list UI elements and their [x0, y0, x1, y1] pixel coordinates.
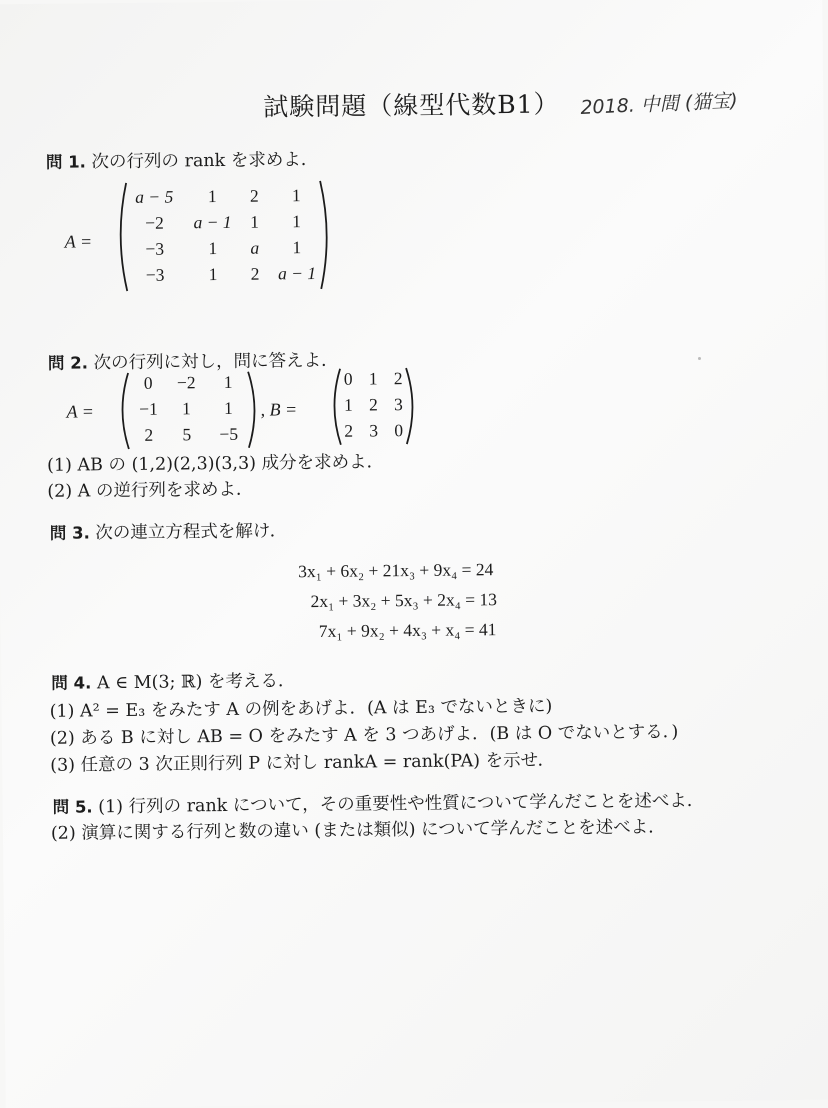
- matrix-entry: a: [250, 237, 260, 258]
- matrix-entry: 1: [343, 394, 353, 415]
- matrix-entry: 1: [292, 237, 302, 258]
- q2-matrix-b-label: , B =: [260, 399, 298, 420]
- matrix-entry: a − 5: [135, 186, 174, 207]
- matrix-entry: 1: [208, 238, 218, 259]
- matrix-entry: −3: [145, 238, 165, 259]
- matrix-entry: 0: [143, 372, 153, 393]
- matrix-entry: 1: [224, 397, 233, 418]
- equation-1: 3x₁ + 6x₂ + 21x₃ + 9x₄ = 24: [298, 559, 494, 582]
- q2-matrix-b: [326, 366, 421, 447]
- matrix-entry: 1: [223, 371, 233, 392]
- q1-matrix-label: A =: [64, 231, 93, 252]
- question-1-label: 問 1.: [45, 152, 86, 172]
- question-2-label: 問 2.: [47, 353, 89, 373]
- matrix-entry: 3: [369, 420, 379, 441]
- matrix-entry: 2: [393, 368, 403, 389]
- matrix-entry: 1: [207, 186, 217, 207]
- matrix-entry: 1: [182, 398, 191, 419]
- question-5-sub-1: (1) 行列の rank について，その重要性や性質について学んだことを述べよ．: [98, 790, 705, 818]
- matrix-entry: −2: [176, 372, 196, 393]
- question-4-sub-1: (1) A² = E₃ をみたす A の例をあげよ．(A は E₃ でないときに): [49, 696, 553, 722]
- matrix-entry: 1: [291, 185, 301, 206]
- matrix-entry: 5: [182, 424, 192, 445]
- question-4-label: 問 4.: [51, 673, 92, 693]
- question-3-label: 問 3.: [49, 523, 90, 543]
- question-1-text: 次の行列の rank を求めよ．: [91, 149, 319, 173]
- paper-speck: [698, 357, 701, 360]
- matrix-entry: 2: [250, 263, 260, 284]
- question-2-text: 次の行列に対し，問に答えよ．: [93, 350, 339, 374]
- question-3-text: 次の連立方程式を解け．: [95, 521, 288, 544]
- matrix-entry: 0: [343, 368, 353, 389]
- matrix-entry: 1: [292, 211, 302, 232]
- matrix-entry: a − 1: [193, 211, 232, 233]
- matrix-entry: 2: [368, 394, 378, 415]
- equation-3: 7x₁ + 9x₂ + 4x₃ + x₄ = 41: [318, 619, 497, 642]
- question-2-sub-2: (2) A の逆行列を求めよ．: [47, 479, 254, 502]
- matrix-entry: a − 1: [277, 263, 317, 284]
- matrix-entry: 2: [249, 185, 259, 206]
- question-4-heading: [51, 667, 295, 695]
- question-1-heading: [46, 146, 319, 174]
- matrix-entry: −2: [145, 212, 164, 233]
- matrix-entry: 1: [250, 211, 260, 232]
- exam-title: 試験問題（線型代数B1）: [263, 89, 560, 122]
- matrix-entry: −1: [139, 398, 158, 419]
- matrix-entry: 1: [208, 264, 218, 285]
- question-5-label: 問 5.: [52, 797, 93, 817]
- q2-matrix-a-label: A =: [66, 401, 94, 422]
- question-4-sub-2: (2) ある B に対し AB = O をみたす A を 3 つあげよ．(B は O でないとする．): [49, 722, 679, 749]
- handwritten-note: 2018. 中間 (猫宝): [579, 89, 739, 119]
- q1-matrix: [112, 179, 335, 293]
- matrix-entry: 1: [368, 368, 378, 389]
- question-2-sub-1: (1) AB の (1,2)(2,3)(3,3) 成分を求めよ．: [46, 452, 385, 476]
- matrix-entry: 2: [144, 424, 154, 445]
- equation-2: 2x₁ + 3x₂ + 5x₃ + 2x₄ = 13: [310, 589, 497, 612]
- matrix-entry: 2: [344, 420, 354, 441]
- matrix-entry: 3: [393, 394, 403, 415]
- question-4-sub-3: (3) 任意の 3 次正則行列 P に対し rankA = rank(PA) を示せ．: [50, 750, 556, 776]
- matrix-entry: −3: [145, 264, 165, 285]
- matrix-entry: −5: [219, 423, 239, 445]
- question-4-text: A ∈ M(3; ℝ) を考える．: [96, 671, 296, 694]
- question-5-sub-2: (2) 演算に関する行列と数の違い (または類似) について学んだことを述べよ．: [50, 817, 666, 844]
- q2-matrix-a: [114, 370, 263, 452]
- matrix-entry: 0: [394, 420, 404, 441]
- question-3-heading: [50, 517, 288, 544]
